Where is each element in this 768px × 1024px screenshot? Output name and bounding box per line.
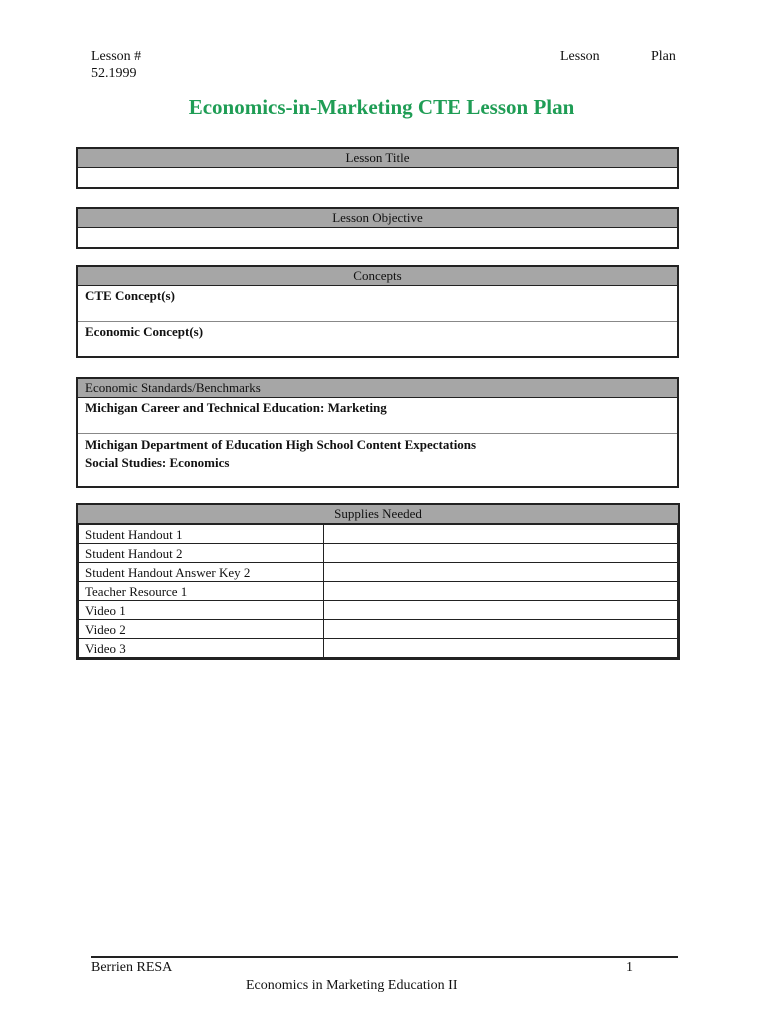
lesson-title-header: Lesson Title <box>78 149 677 168</box>
supply-notes-cell[interactable] <box>324 601 678 620</box>
footer-divider <box>91 956 678 958</box>
table-row <box>79 544 678 563</box>
lesson-objective-section <box>76 207 679 249</box>
concepts-section <box>76 265 679 358</box>
concepts-header: Concepts <box>78 267 677 286</box>
table-row <box>79 525 678 544</box>
mde-expectations-line2: Social Studies: Economics <box>85 455 230 470</box>
lesson-number-value: 52.1999 <box>91 66 137 81</box>
lesson-number-block <box>91 48 141 82</box>
footer-course-title: Economics in Marketing Education II <box>246 978 458 993</box>
standards-section <box>76 377 679 488</box>
supplies-header: Supplies Needed <box>78 505 678 524</box>
table-row <box>79 639 678 658</box>
supply-notes-cell[interactable] <box>324 620 678 639</box>
supply-item: Student Handout 2 <box>79 544 324 563</box>
supply-item: Video 1 <box>79 601 324 620</box>
table-row <box>79 563 678 582</box>
table-row <box>79 620 678 639</box>
supply-item: Teacher Resource 1 <box>79 582 324 601</box>
supply-item: Video 2 <box>79 620 324 639</box>
header-plan-label: Plan <box>651 49 676 64</box>
supply-notes-cell[interactable] <box>324 544 678 563</box>
economic-concepts-field[interactable]: Economic Concept(s) <box>85 324 204 339</box>
lesson-objective-field[interactable] <box>78 228 677 247</box>
footer-organization: Berrien RESA <box>91 960 173 975</box>
standards-header: Economic Standards/Benchmarks <box>78 379 677 398</box>
lesson-title-section <box>76 147 679 189</box>
mde-expectations-line1: Michigan Department of Education High School Content Expectations <box>85 437 477 452</box>
supply-notes-cell[interactable] <box>324 563 678 582</box>
document-title: Economics-in-Marketing CTE Lesson Plan <box>188 95 575 119</box>
supply-notes-cell[interactable] <box>324 525 678 544</box>
lesson-number-label: Lesson # <box>91 49 142 64</box>
supplies-section <box>76 503 680 660</box>
mde-expectations-field[interactable] <box>78 434 677 487</box>
supply-notes-cell[interactable] <box>324 639 678 658</box>
header-lesson-label: Lesson <box>560 49 600 64</box>
supply-notes-cell[interactable] <box>324 582 678 601</box>
michigan-cte-field[interactable]: Michigan Career and Technical Education: Marketing <box>78 398 677 434</box>
lesson-objective-header: Lesson Objective <box>78 209 677 228</box>
footer-page-number: 1 <box>626 960 633 975</box>
supply-item: Student Handout 1 <box>79 525 324 544</box>
table-row <box>79 601 678 620</box>
cte-concepts-field[interactable]: CTE Concept(s) <box>78 286 677 322</box>
supplies-table <box>78 524 678 658</box>
supply-item: Student Handout Answer Key 2 <box>79 563 324 582</box>
supply-item: Video 3 <box>79 639 324 658</box>
table-row <box>79 582 678 601</box>
lesson-title-field[interactable] <box>78 168 677 187</box>
